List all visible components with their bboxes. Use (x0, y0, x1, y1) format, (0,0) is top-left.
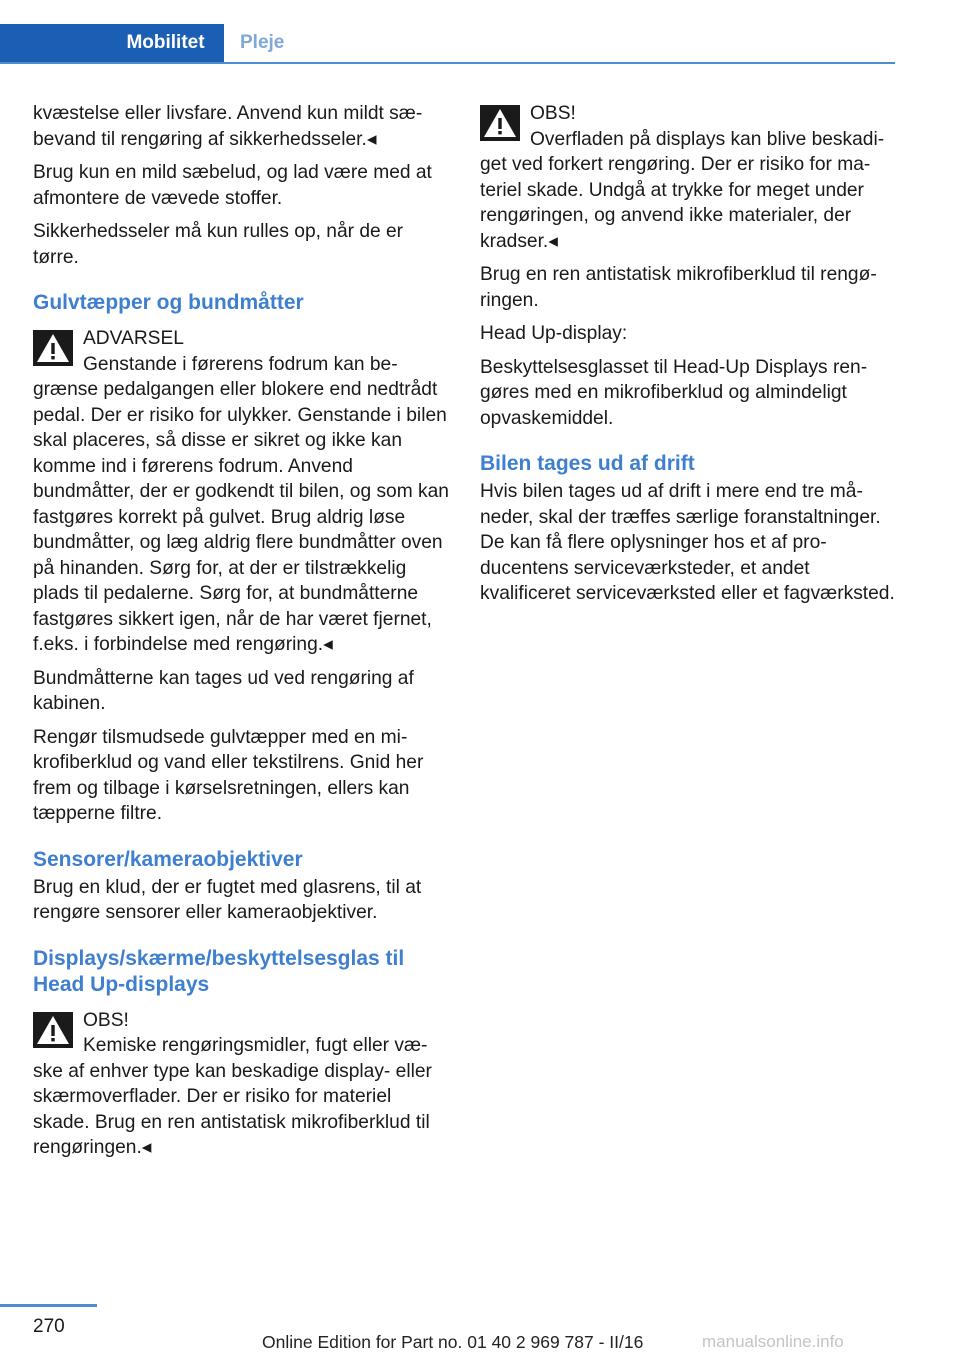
left-column (33, 101, 449, 1169)
warning-triangle-icon (33, 330, 73, 366)
warning-triangle-icon (480, 105, 520, 141)
edition-note: Online Edition for Part no. 01 40 2 969 787 - II/16 (262, 1332, 644, 1352)
section-heading-floor-mats: Gulvtæpper og bundmåtter (33, 291, 304, 314)
paragraph: Brug kun en mild sæbelud, og lad være med at afmontere de vævede stoffer. (33, 162, 432, 209)
tab-mobilitet[interactable]: Mobilitet (107, 24, 224, 62)
warning-block (33, 326, 449, 658)
watermark: manualsonline.info (702, 1332, 844, 1351)
warning-text: Genstande i førerens fodrum kan begrænse pedalgangen eller blokere end nedtrådt pedal. Der er risiko for ulykker. Genstande i bilen skal placeres, så disse er sikret og ikke kan komme ind i førerens fodrum. Anvend bundmåtter, der er godkendt til bilen, og som kan fastgøres korrekt på gulvet. Brug aldrig løse bundmåtter, og læg aldrig flere bundmåtter oven på hinanden. Sørg for, at der er tilstrækkelig plads til pedalerne. Sørg for, at bundmåtterne fastgøres sikkert igen, når de har været fjernet, f.eks. i forbindelse med rengøring.◂ (33, 353, 449, 655)
warning-block (33, 1008, 449, 1161)
warning-text: Kemiske rengøringsmidler, fugt eller væske af enhver type kan beskadige display- eller skærmoverflader. Der er risiko for materiel skade. Brug en ren antistatisk mikrofiberklud til rengøringen.◂ (33, 1035, 432, 1158)
chapter-tabs (0, 24, 895, 64)
page-number: 270 (33, 1316, 65, 1337)
paragraph: Brug en klud, der er fugtet med glasrens, til at rengøre sensorer eller kameraobjektiver. (33, 876, 422, 923)
paragraph: Hvis bilen tages ud af drift i mere end tre måneder, skal der træffes særlige foranstaltninger. De kan få flere oplysninger hos et af producentens serviceværksteder, et andet kvalificeret serviceværksted eller et fagværksted. (480, 481, 895, 604)
section-heading-sensors: Sensorer/kameraobjektiver (33, 847, 303, 871)
warning-block (480, 101, 896, 254)
section-heading-displays: Displays/skærme/beskyttelsesglas til Head Up-displays (33, 946, 405, 996)
warning-triangle-icon (33, 1012, 73, 1048)
paragraph: Beskyttelsesglasset til Head-Up Displays rengøres med en mikrofiberklud og almindeligt opvaskemiddel. (480, 356, 868, 429)
footer-accent-line (0, 1304, 97, 1307)
section-heading-decommission: Bilen tages ud af drift (480, 452, 695, 475)
warning-title: OBS! (530, 103, 576, 124)
paragraph: Bundmåtterne kan tages ud ved rengøring af kabinen. (33, 667, 414, 714)
tab-bar-accent (0, 24, 107, 62)
right-column (480, 101, 896, 615)
paragraph: Sikkerhedsseler må kun rulles op, når de er tørre. (33, 221, 404, 268)
paragraph: Rengør tilsmudsede gulvtæpper med en mikrofiberklud og vand eller tekstilrens. Gnid her frem og tilbage i kørselsretningen, ellers kan tæpperne filtre. (33, 726, 424, 824)
warning-title: OBS! (83, 1009, 129, 1031)
tab-pleje[interactable]: Pleje (240, 32, 285, 53)
warning-title: ADVARSEL (83, 328, 184, 349)
warning-text: Overfladen på displays kan blive beskadiget ved forkert rengøring. Der er risiko for materiel skade. Undgå at trykke for meget under rengøringen, og anvend ikke materialer, der kradser.◂ (480, 128, 885, 252)
paragraph: Head Up-display: (480, 323, 628, 344)
paragraph: kvæstelse eller livsfare. Anvend kun mildt sæbevand til rengøring af sikkerhedsseler.◂ (33, 103, 423, 150)
paragraph: Brug en ren antistatisk mikrofiberklud til rengøringen. (480, 264, 877, 311)
